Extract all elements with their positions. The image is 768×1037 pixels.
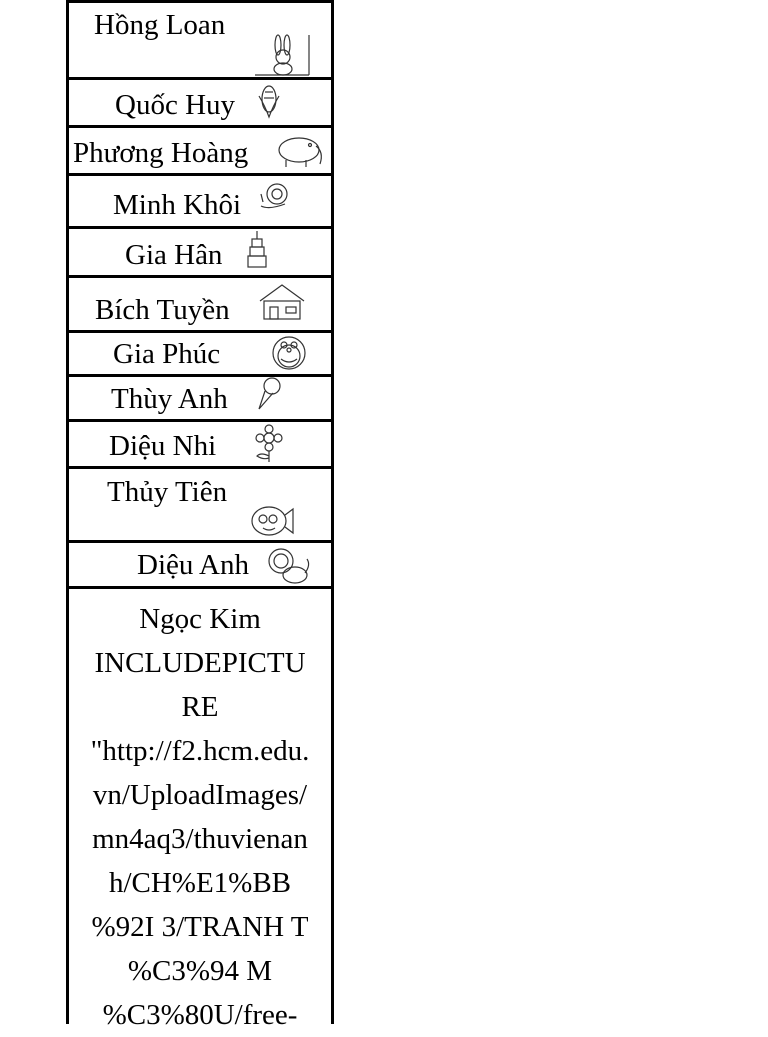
rabbit-icon	[255, 31, 311, 77]
field-code-line: RE	[181, 691, 219, 723]
corn-icon	[255, 84, 283, 120]
table-row	[69, 275, 331, 334]
field-code-line: mn4aq3/thuvienan	[92, 823, 308, 855]
student-name: Diệu Anh	[137, 549, 249, 581]
field-code-line: "http://f2.hcm.edu.	[90, 735, 310, 767]
field-code-line: %C3%80U/free-	[102, 999, 298, 1031]
ice-cream-icon	[255, 377, 283, 413]
field-code-line: INCLUDEPICTU	[94, 647, 306, 679]
table-row	[69, 374, 331, 422]
table-row	[69, 226, 331, 278]
student-name: Diệu Nhi	[109, 430, 217, 462]
student-name: Thùy Anh	[111, 383, 228, 415]
table-row	[69, 419, 331, 470]
student-name: Gia Phúc	[113, 338, 221, 370]
name-table	[66, 0, 334, 1031]
flower-icon	[249, 424, 293, 464]
fish-icon	[249, 501, 295, 541]
doraemon-icon	[267, 335, 313, 377]
student-name: Gia Hân	[125, 239, 223, 271]
student-name: Phương Hoàng	[73, 137, 249, 169]
table-row	[69, 173, 331, 229]
field-code-line: %92I 3/TRANH T	[91, 911, 309, 943]
house-icon	[256, 283, 308, 323]
table-row	[69, 0, 331, 78]
lion-icon	[267, 547, 311, 587]
student-name: Hồng Loan	[94, 9, 226, 41]
field-code-line: %C3%94 M	[127, 955, 273, 987]
table-row	[69, 77, 331, 127]
table-row	[69, 330, 331, 377]
table-row	[69, 125, 331, 175]
snail-icon	[259, 182, 289, 212]
student-name: Quốc Huy	[115, 89, 236, 121]
field-code-line: h/CH%E1%BB	[108, 867, 292, 899]
field-code-text	[69, 597, 331, 1037]
student-name: Bích Tuyền	[95, 294, 230, 326]
student-name: Minh Khôi	[113, 189, 242, 221]
student-name: Ngọc Kim	[139, 603, 261, 635]
cake-icon	[245, 231, 269, 271]
student-name: Thủy Tiên	[107, 476, 228, 508]
field-code-line: vn/UploadImages/	[92, 779, 308, 811]
table-row	[69, 540, 331, 590]
table-row	[69, 466, 331, 543]
elephant-icon	[272, 130, 326, 170]
table-row	[69, 586, 331, 1031]
